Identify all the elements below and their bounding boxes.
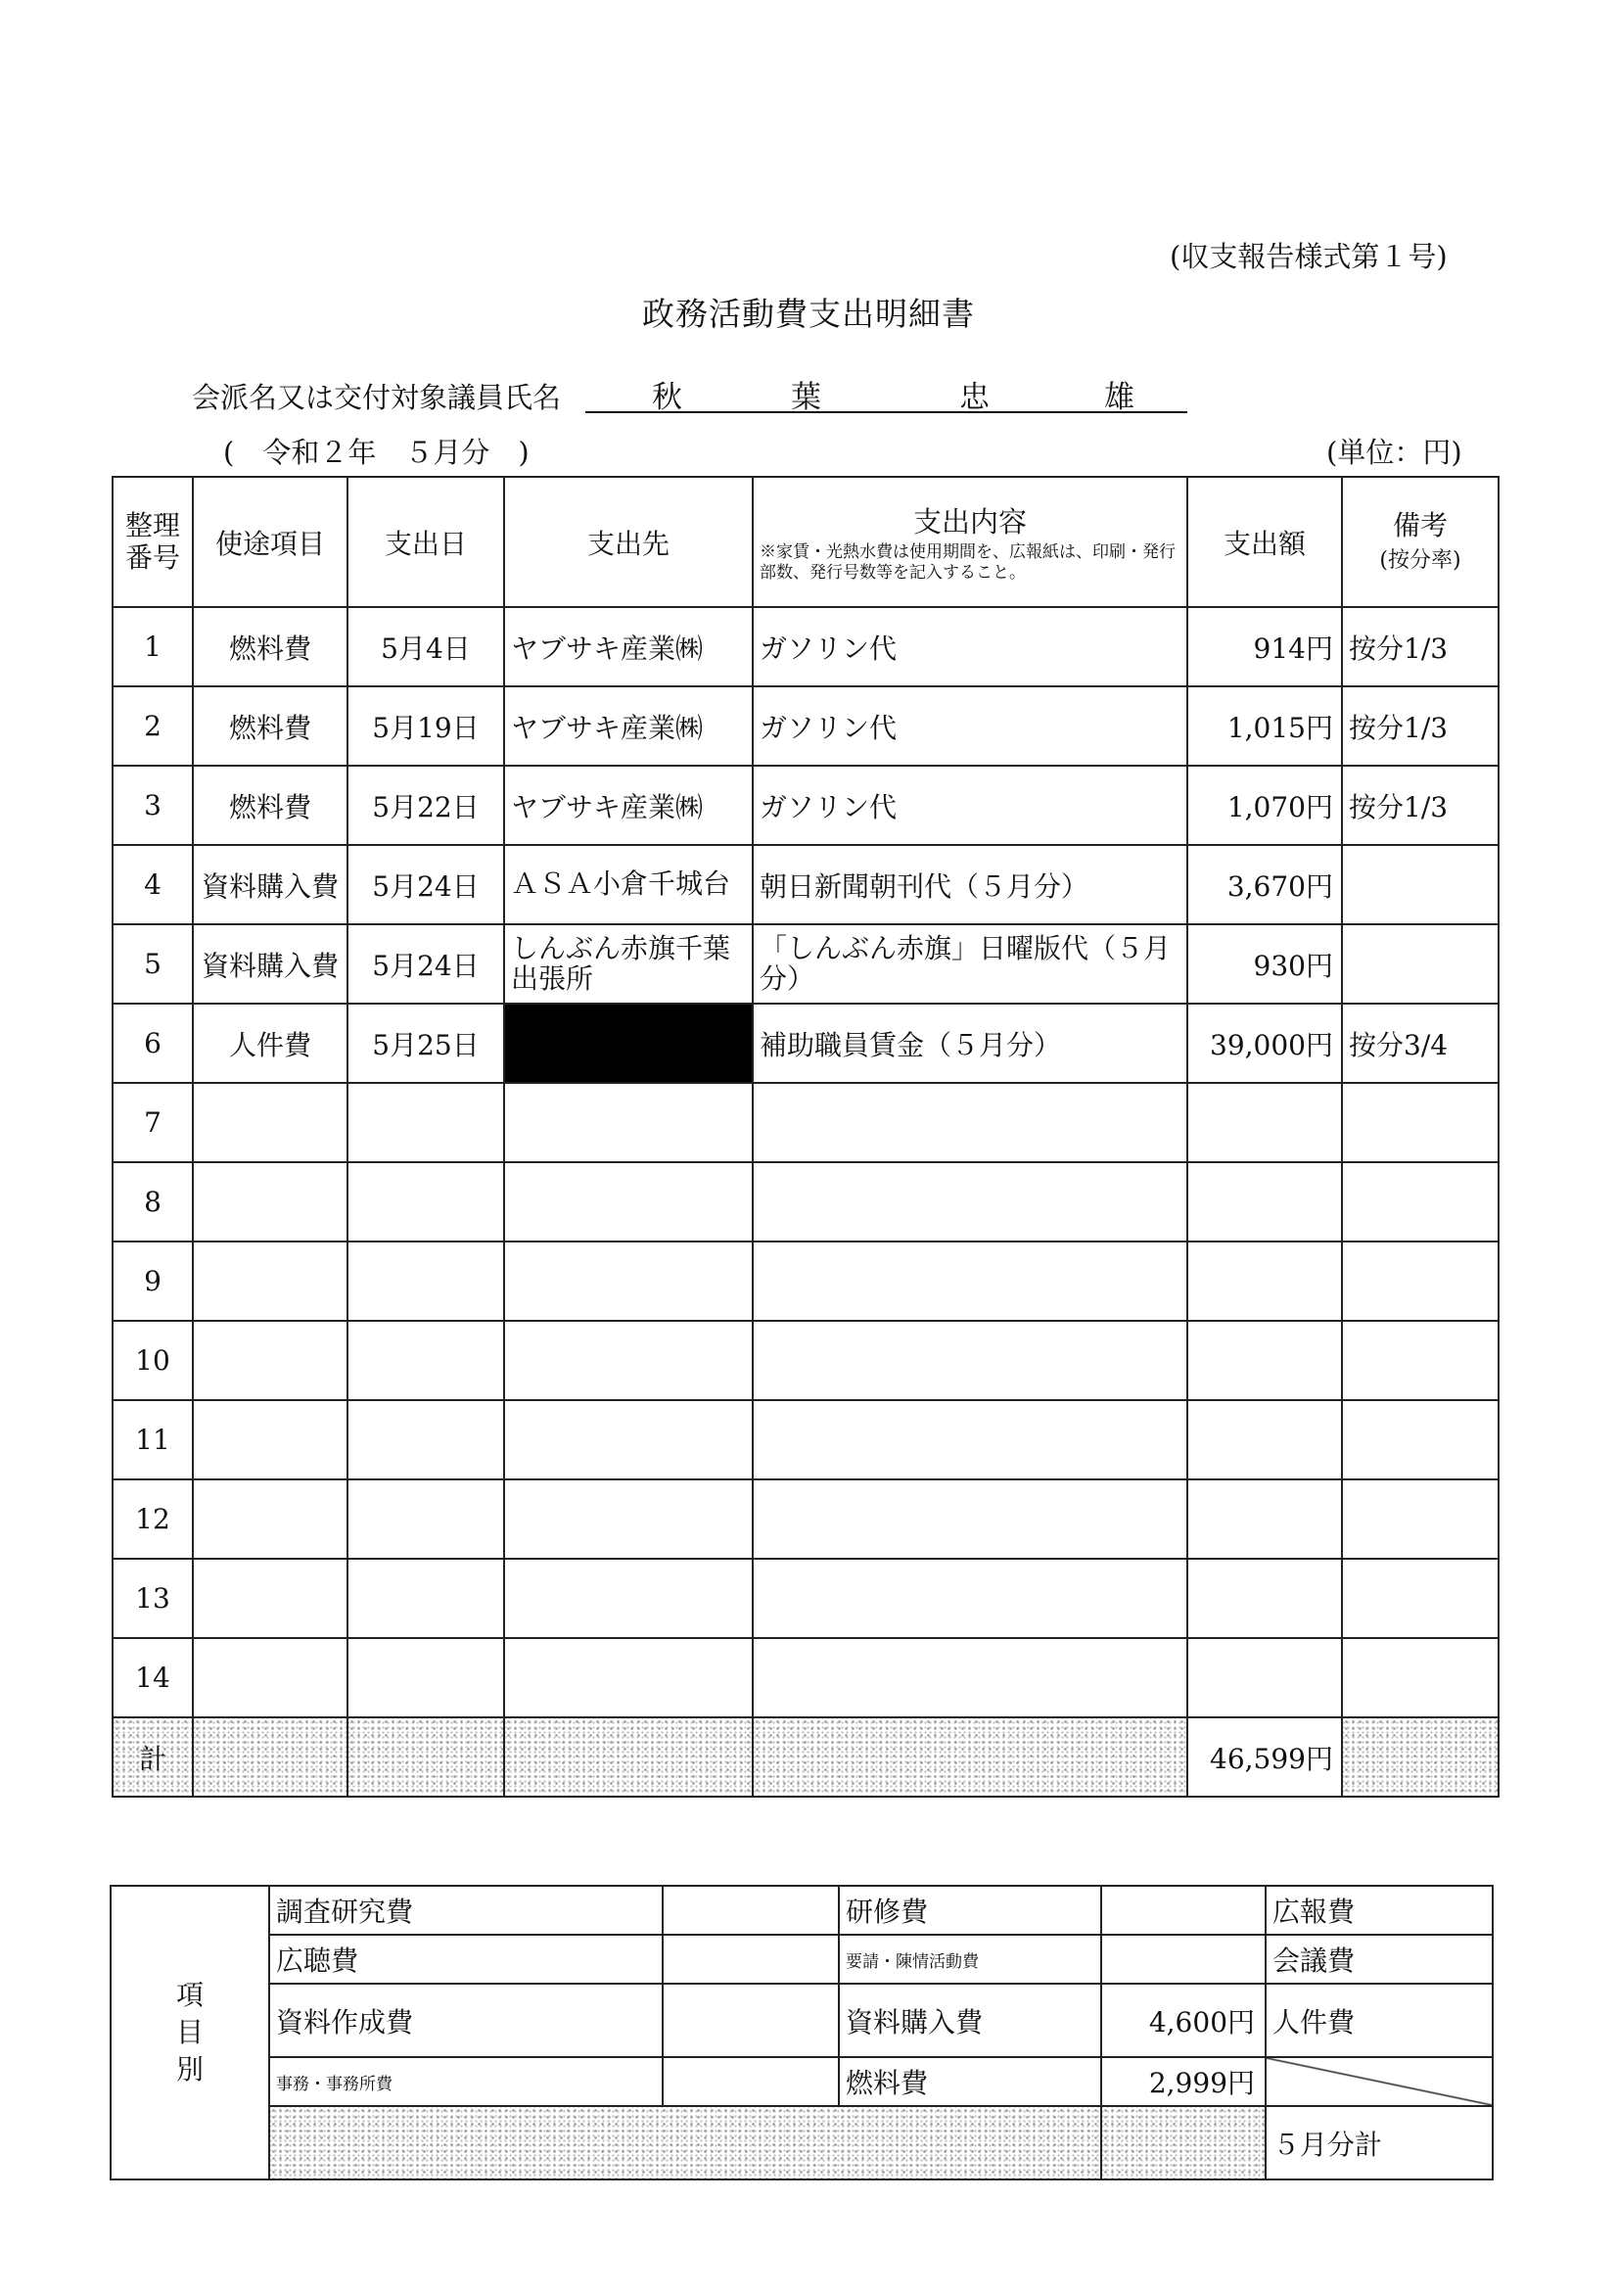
empty-cell [1342,1559,1499,1638]
row-category: 人件費 [193,1004,347,1083]
table-row [113,845,1499,924]
header-remarks-label: 備考 [1392,509,1448,542]
row-amount: 3,670円 [1187,845,1342,924]
table-row [113,607,1499,686]
shaded-cell [753,1717,1187,1797]
header-payee: 支出先 [504,477,753,607]
shaded-cell [193,1717,347,1797]
table-row [113,1162,1499,1242]
redacted-payee [504,1004,753,1083]
item-label: 広報費 [1266,1886,1493,1935]
empty-cell [1342,1479,1499,1559]
document-title: 政務活動費支出明細書 [642,295,975,333]
empty-cell [347,1559,504,1638]
row-category: 燃料費 [193,607,347,686]
item-label: 調査研究費 [269,1886,663,1935]
empty-cell [1187,1638,1342,1717]
member-label: 会派名又は交付対象議員氏名 [192,381,562,414]
header-no-line2: 番号 [124,540,180,574]
row-payee: しんぶん赤旗千葉出張所 [504,924,753,1004]
item-label: 会議費 [1266,1935,1493,1984]
empty-cell [504,1242,753,1321]
empty-cell [504,1638,753,1717]
empty-cell [504,1479,753,1559]
empty-cell [347,1400,504,1479]
empty-cell [1187,1083,1342,1162]
header-amount: 支出額 [1187,477,1342,607]
header-date: 支出日 [347,477,504,607]
empty-cell [753,1400,1187,1479]
row-no: 13 [113,1559,193,1638]
empty-cell [1187,1559,1342,1638]
category-summary-table [110,1885,1494,2180]
empty-cell [753,1479,1187,1559]
row-no: 1 [113,607,193,686]
row-content: 朝日新聞朝刊代（５月分） [753,845,1187,924]
side-label-char: 目 [175,2016,204,2049]
table-row [113,1400,1499,1479]
row-no: 6 [113,1004,193,1083]
form-number: (収支報告様式第１号) [1170,240,1448,273]
table-row [113,1559,1499,1638]
shaded-cell [504,1717,753,1797]
empty-cell [347,1321,504,1400]
side-label-char: 項 [175,1979,204,2012]
row-payee: ヤブサキ産業㈱ [504,766,753,845]
row-content: ガソリン代 [753,607,1187,686]
table-row [113,1321,1499,1400]
unit-label: (単位：円) [1326,436,1462,469]
header-content-label: 支出内容 [912,504,1027,539]
empty-cell [193,1638,347,1717]
empty-cell [1187,1242,1342,1321]
shaded-cell [269,2106,1101,2179]
row-amount: 39,000円 [1187,1004,1342,1083]
member-name-char: 秋 [652,380,682,415]
row-category: 燃料費 [193,686,347,766]
row-no: 12 [113,1479,193,1559]
row-no: 5 [113,924,193,1004]
row-remarks [1342,924,1499,1004]
item-value [663,1984,839,2057]
row-date: 5月19日 [347,686,504,766]
item-value [663,1886,839,1935]
empty-cell [1342,1321,1499,1400]
item-value [663,1935,839,1984]
row-amount: 1,070円 [1187,766,1342,845]
empty-cell [1342,1242,1499,1321]
empty-cell [193,1479,347,1559]
row-no: 10 [113,1321,193,1400]
row-remarks: 按分1/3 [1342,686,1499,766]
empty-cell [504,1400,753,1479]
item-value [663,2057,839,2106]
empty-cell [347,1638,504,1717]
row-amount: 914円 [1187,607,1342,686]
row-remarks: 按分3/4 [1342,1004,1499,1083]
row-date: 5月22日 [347,766,504,845]
row-category: 資料購入費 [193,924,347,1004]
item-label: 研修費 [839,1886,1101,1935]
row-amount: 1,015円 [1187,686,1342,766]
total-row [113,1717,1499,1797]
member-name-char: 忠 [959,380,990,415]
row-no: 11 [113,1400,193,1479]
row-remarks: 按分1/3 [1342,766,1499,845]
item-label: 燃料費 [839,2057,1101,2106]
table-row [113,1242,1499,1321]
row-category: 資料購入費 [193,845,347,924]
row-no: 8 [113,1162,193,1242]
empty-cell [504,1083,753,1162]
row-content: ガソリン代 [753,766,1187,845]
row-date: 5月24日 [347,924,504,1004]
row-category: 燃料費 [193,766,347,845]
row-no: 4 [113,845,193,924]
empty-cell [193,1321,347,1400]
month-total-label: ５月分計 [1266,2106,1493,2179]
table-row [113,1083,1499,1162]
row-date: 5月4日 [347,607,504,686]
empty-cell [753,1162,1187,1242]
row-content: 補助職員賃金（５月分） [753,1004,1187,1083]
row-payee: ＡＳＡ小倉千城台 [504,845,753,924]
row-remarks: 按分1/3 [1342,607,1499,686]
table-row [113,1638,1499,1717]
empty-cell [193,1559,347,1638]
total-label: 計 [113,1717,193,1797]
row-no: 9 [113,1242,193,1321]
empty-cell [193,1400,347,1479]
empty-cell [1342,1400,1499,1479]
empty-cell [504,1559,753,1638]
summary-side-label [111,1886,269,2179]
empty-cell [1187,1162,1342,1242]
row-amount: 930円 [1187,924,1342,1004]
empty-cell [1187,1400,1342,1479]
item-label: 人件費 [1266,1984,1493,2057]
empty-cell [504,1162,753,1242]
row-content: 「しんぶん赤旗」日曜版代（５月分） [753,924,1187,1004]
item-label: 資料購入費 [839,1984,1101,2057]
member-name-char: 雄 [1104,380,1134,415]
shaded-cell [347,1717,504,1797]
table-row [113,1004,1499,1083]
row-no: 2 [113,686,193,766]
row-date: 5月24日 [347,845,504,924]
empty-cell [1342,1083,1499,1162]
total-amount: 46,599円 [1187,1717,1342,1797]
row-no: 14 [113,1638,193,1717]
report-period: ( 令和２年 ５月分 ) [223,436,530,469]
table-row [113,924,1499,1004]
empty-cell [193,1083,347,1162]
shaded-cell [1101,2106,1266,2179]
item-label: 要請・陳情活動費 [839,1935,1101,1984]
empty-cell [347,1083,504,1162]
empty-cell [504,1321,753,1400]
empty-cell [753,1559,1187,1638]
member-name-field [585,368,1187,413]
item-value [1101,1935,1266,1984]
member-name-char: 葉 [791,380,821,415]
empty-cell [1187,1479,1342,1559]
crossed-out-cell [1266,2057,1493,2106]
item-value [1101,1886,1266,1935]
table-header-row [113,477,1499,607]
row-remarks [1342,845,1499,924]
header-no [113,477,193,607]
side-label-char: 別 [175,2052,204,2085]
item-value: 4,600円 [1101,1984,1266,2057]
header-content [753,477,1187,607]
expense-detail-table [112,476,1500,1798]
table-row [113,686,1499,766]
row-no: 7 [113,1083,193,1162]
table-row [113,766,1499,845]
empty-cell [347,1242,504,1321]
header-category: 使途項目 [193,477,347,607]
item-label: 広聴費 [269,1935,663,1984]
empty-cell [753,1321,1187,1400]
row-date: 5月25日 [347,1004,504,1083]
row-content: ガソリン代 [753,686,1187,766]
item-label: 事務・事務所費 [269,2057,663,2106]
item-label: 資料作成費 [269,1984,663,2057]
row-no: 3 [113,766,193,845]
empty-cell [347,1162,504,1242]
header-no-line1: 整理 [124,509,180,542]
empty-cell [1187,1321,1342,1400]
header-content-note: ※家賃・光熱水費は使用期間を、広報紙は、印刷・発行部数、発行号数等を記入すること。 [760,541,1176,583]
empty-cell [753,1083,1187,1162]
empty-cell [347,1479,504,1559]
header-remarks [1342,477,1499,607]
empty-cell [1342,1638,1499,1717]
table-row [113,1479,1499,1559]
item-value: 2,999円 [1101,2057,1266,2106]
empty-cell [193,1162,347,1242]
row-payee: ヤブサキ産業㈱ [504,607,753,686]
empty-cell [1342,1162,1499,1242]
empty-cell [193,1242,347,1321]
row-payee: ヤブサキ産業㈱ [504,686,753,766]
empty-cell [753,1242,1187,1321]
header-remarks-sub: (按分率) [1379,547,1461,573]
shaded-cell [1342,1717,1499,1797]
empty-cell [753,1638,1187,1717]
